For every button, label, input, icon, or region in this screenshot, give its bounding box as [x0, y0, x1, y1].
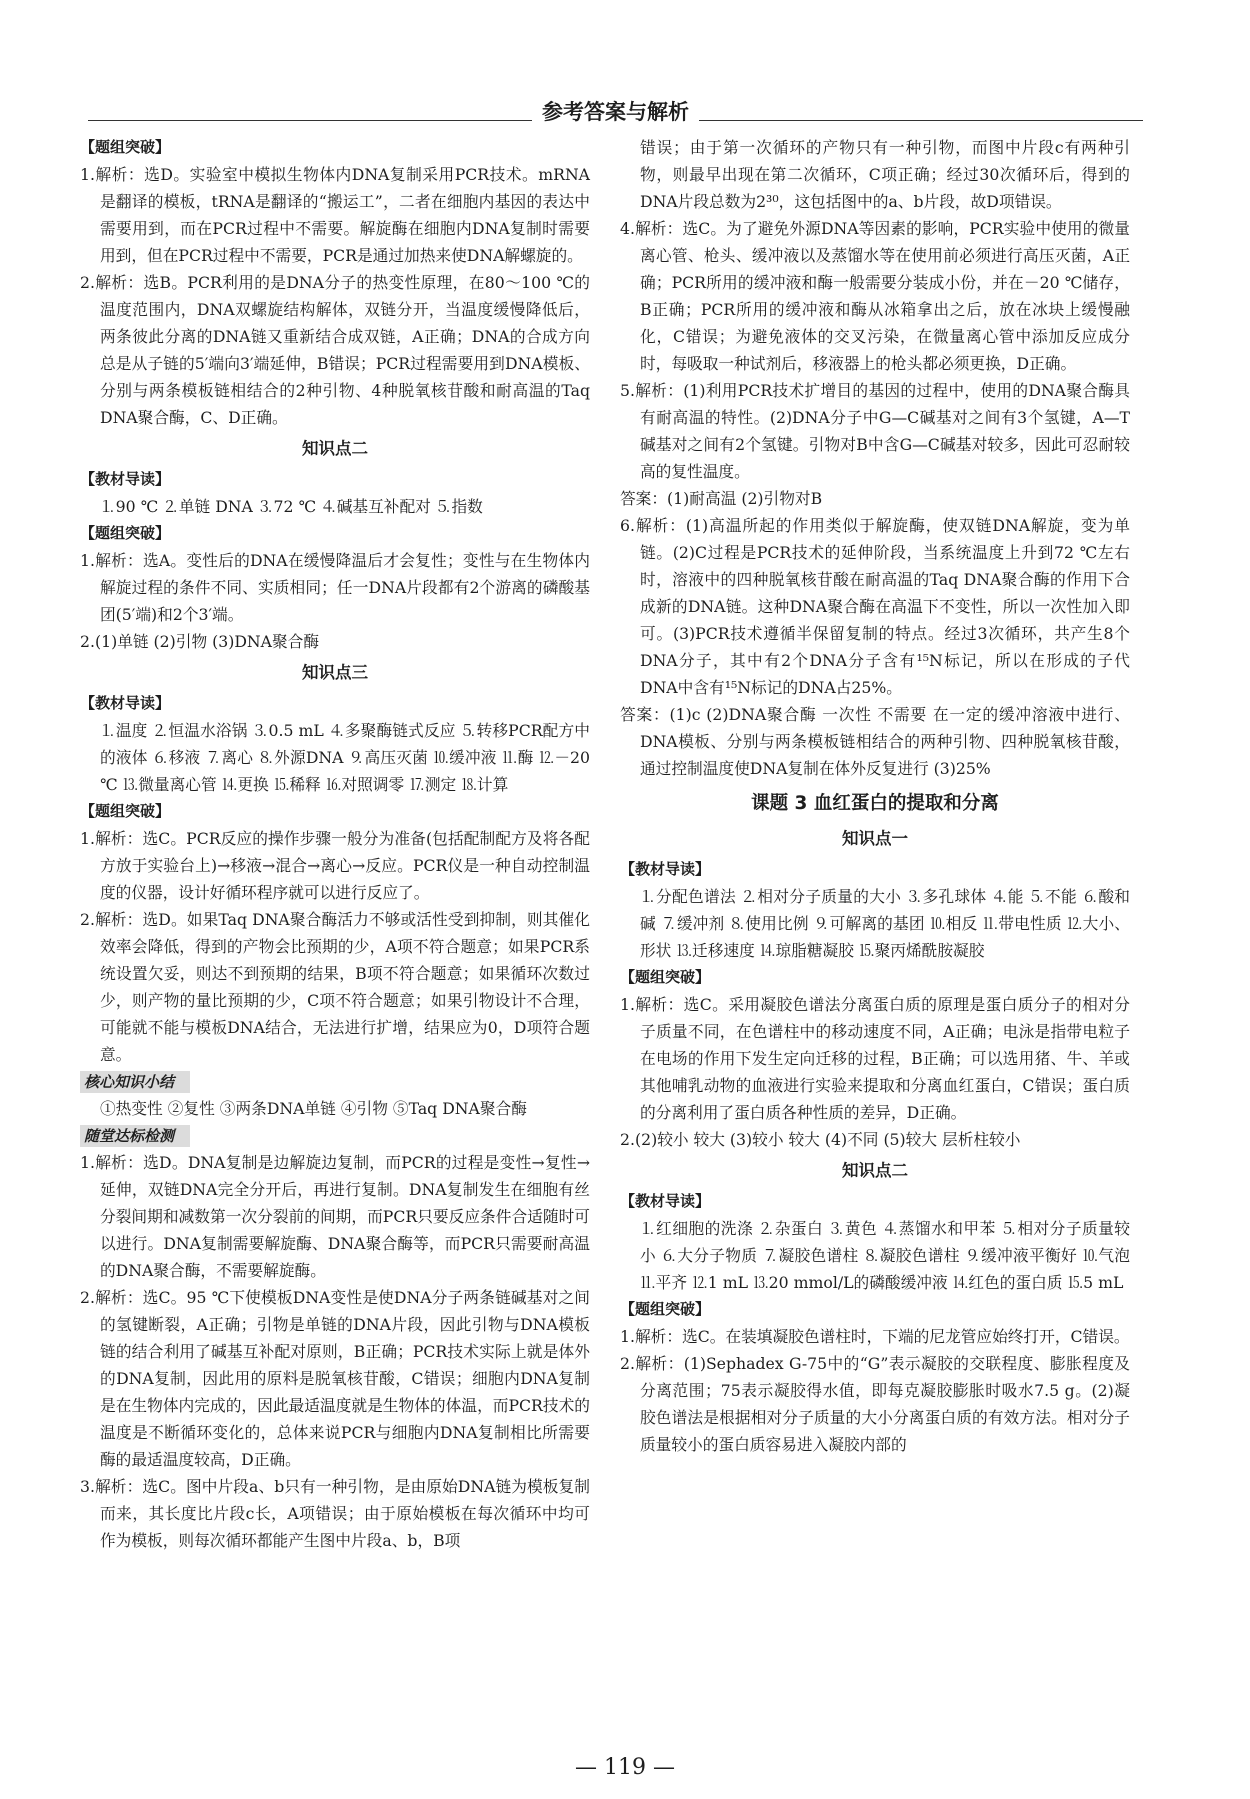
answer-item: 2.(1)单链 (2)引物 (3)DNA聚合酶 [80, 632, 320, 651]
section-band-row [80, 1122, 590, 1149]
section-label: 【题组突破】 [620, 968, 711, 986]
answer-item: 4.解析：选C。为了避免外源DNA等因素的影响，PCR实验中使用的微量离心管、枪头、缓冲液以及蒸馏水等在使用前必须进行高压灭菌，A正确；PCR所用的缓冲液和酶一般需要分装成小份，并在－20 ℃储存，B正确；PCR所用的缓冲液和酶从冰箱拿出之后，放在冰块上缓慢融化，C错误；为避免液体的交叉污染，在微量离心管中添加反应成分时，每吸取一种试剂后，移液器上的枪头都必须更换，D正确。 [620, 219, 1130, 373]
fill-in-answers: ⒈温度 ⒉恒温水浴锅 ⒊0.5 mL ⒋多聚酶链式反应 ⒌转移PCR配方中的液体 ⒍移液 ⒎离心 ⒏外源DNA ⒐高压灭菌 ⒑缓冲液 ⒒酶 ⒓－20 ℃ ⒔微量离心管 ⒕更换 ⒖稀释 ⒗对照调零 ⒘测定 ⒙计算 [100, 721, 590, 794]
fill-in-answers: ⒈红细胞的洗涤 ⒉杂蛋白 ⒊黄色 ⒋蒸馏水和甲苯 ⒌相对分子质量较小 ⒍大分子物质 ⒎凝胶色谱柱 ⒏凝胶色谱柱 ⒐缓冲液平衡好 ⒑气泡 ⒒平齐 ⒓1 mL ⒔20 mmol/L的磷酸缓冲液 ⒕红色的蛋白质 ⒖5 mL [640, 1219, 1130, 1292]
fill-in-answers: ⒈90 ℃ ⒉单链 DNA ⒊72 ℃ ⒋碱基互补配对 ⒌指数 [100, 497, 483, 516]
section-band: 随堂达标检测 [80, 1125, 190, 1147]
section-label: 【教材导读】 [620, 860, 711, 878]
section-band: 核心知识小结 [80, 1071, 190, 1093]
answer-item: 1.解析：选C。在装填凝胶色谱柱时，下端的尼龙管应始终打开，C错误。 [620, 1327, 1130, 1346]
answer-item: 6.解析：(1)高温所起的作用类似于解旋酶，使双链DNA解旋，变为单链。(2)C过程是PCR技术的延伸阶段，当系统温度上升到72 ℃左右时，溶液中的四种脱氧核苷酸在耐高温的Taq DNA聚合酶的作用下合成新的DNA链。这种DNA聚合酶在高温下不变性，所以一次性加入即可。(3)PCR技术遵循半保留复制的特点。经过3次循环，共产生8个DNA分子，其中有2个DNA分子含有¹⁵N标记，所以在形成的子代DNA中含有¹⁵N标记的DNA占25%。 [620, 516, 1130, 697]
section-label: 【教材导读】 [80, 694, 171, 712]
answer-item: 3.解析：选C。图中片段a、b只有一种引物，是由原始DNA链为模板复制而来，其长度比片段c长，A项错误；由于原始模板在每次循环中均可作为模板，则每次循环都能产生图中片段a、b，B项 [80, 1477, 590, 1550]
left-column [80, 134, 590, 1554]
page-header [88, 96, 1143, 126]
answer-item: 1.解析：选D。DNA复制是边解旋边复制，而PCR的过程是变性→复性→延伸，双链DNA完全分开后，再进行复制。DNA复制发生在细胞有丝分裂间期和减数第一次分裂前的间期，而PCR只要反应条件合适随时可以进行。DNA复制需要解旋酶、DNA聚合酶等，而PCR只需要耐高温的DNA聚合酶，不需要解旋酶。 [80, 1153, 590, 1280]
answer-item: 5.解析：(1)利用PCR技术扩增目的基因的过程中，使用的DNA聚合酶具有耐高温的特性。(2)DNA分子中G—C碱基对之间有3个氢键，A—T碱基对之间有2个氢键。引物对B中含G—C碱基对较多，因此可忍耐较高的复性温度。 [620, 381, 1130, 481]
answer-item: 1.解析：选A。变性后的DNA在缓慢降温后才会复性；变性与在生物体内解旋过程的条件不同、实质相同；任一DNA片段都有2个游离的磷酸基团(5′端)和2个3′端。 [80, 551, 590, 624]
knowledge-point-heading: 知识点三 [302, 663, 368, 682]
right-column [620, 134, 1130, 1458]
section-label: 【题组突破】 [80, 802, 171, 820]
answer-item: 2.解析：选C。95 ℃下使模板DNA变性是使DNA分子两条链碱基对之间的氢键断裂，A正确；引物是单链的DNA片段，因此引物与DNA模板链的结合利用了碱基互补配对原则，B正确；PCR技术实际上就是体外的DNA复制，因此用的原料是脱氧核苷酸，C错误；细胞内DNA复制是在生物体内完成的，因此最适温度就是生物体的体温，而PCR技术的温度是不断循环变化的，总体来说PCR与细胞内DNA复制相比所需要酶的最适温度较高，D正确。 [80, 1288, 590, 1469]
answer-item: 2.(2)较小 较大 (3)较小 较大 (4)不同 (5)较大 层析柱较小 [620, 1130, 1021, 1149]
section-label: 【题组突破】 [620, 1300, 711, 1318]
section-band-row [80, 1068, 590, 1095]
section-label: 【教材导读】 [80, 470, 171, 488]
knowledge-point-heading: 知识点二 [302, 439, 368, 458]
knowledge-point-heading: 知识点一 [842, 829, 908, 848]
answer-item: 1.解析：选C。采用凝胶色谱法分离蛋白质的原理是蛋白质分子的相对分子质量不同，在色谱柱中的移动速度不同，A正确；电泳是指带电粒子在电场的作用下发生定向迁移的过程，B正确；可以选用猪、牛、羊或其他哺乳动物的血液进行实验来提取和分离血红蛋白，C错误；蛋白质的分离利用了蛋白质各种性质的差异，D正确。 [620, 995, 1130, 1122]
answer-item: 1.解析：选C。PCR反应的操作步骤一般分为准备(包括配制配方及将各配方放于实验台上)→移液→混合→离心→反应。PCR仪是一种自动控制温度的仪器，设计好循环程序就可以进行反应了。 [80, 829, 590, 902]
section-label: 【题组突破】 [80, 138, 171, 156]
fill-in-answers: ⒈分配色谱法 ⒉相对分子质量的大小 ⒊多孔球体 ⒋能 ⒌不能 ⒍酸和碱 ⒎缓冲剂 ⒏使用比例 ⒐可解离的基团 ⒑相反 ⒒带电性质 ⒓大小、形状 ⒔迁移速度 ⒕琼脂糖凝胶 ⒖聚丙烯酰胺凝胶 [640, 887, 1130, 960]
lesson-title: 课题 3 血红蛋白的提取和分离 [751, 793, 999, 814]
section-label: 【题组突破】 [80, 524, 171, 542]
knowledge-point-heading: 知识点二 [842, 1161, 908, 1180]
answer-item: 2.解析：(1)Sephadex G-75中的“G”表示凝胶的交联程度、膨胀程度及分离范围；75表示凝胶得水值，即每克凝胶膨胀时吸水7.5 g。(2)凝胶色谱法是根据相对分子质量的大小分离蛋白质的有效方法。相对分子质量较小的蛋白质容易进入凝胶内部的 [620, 1354, 1130, 1454]
answer-item: 1.解析：选D。实验室中模拟生物体内DNA复制采用PCR技术。mRNA是翻译的模板，tRNA是翻译的“搬运工”，二者在细胞内基因的表达中需要用到，而在PCR过程中不需要。解旋酶在细胞内DNA复制时需要用到，但在PCR过程中不需要，PCR是通过加热来使DNA解螺旋的。 [80, 165, 590, 265]
answer-line: 答案：(1)耐高温 (2)引物对B [620, 489, 823, 508]
answer-item: 2.解析：选B。PCR利用的是DNA分子的热变性原理，在80～100 ℃的温度范围内，DNA双螺旋结构解体，双链分开，当温度缓慢降低后，两条彼此分离的DNA链又重新结合成双链，A正确；DNA的合成方向总是从子链的5′端向3′端延伸，B错误；PCR过程需要用到DNA模板、分别与两条模板链相结合的2种引物、4种脱氧核苷酸和耐高温的Taq DNA聚合酶，C、D正确。 [80, 273, 590, 427]
fill-in-answers: ①热变性 ②复性 ③两条DNA单链 ④引物 ⑤Taq DNA聚合酶 [100, 1099, 527, 1118]
continued-text: 错误；由于第一次循环的产物只有一种引物，而图中片段c有两种引物，则最早出现在第二次循环，C项正确；经过30次循环后，得到的DNA片段总数为2³⁰，这包括图中的a、b片段，故D项错误。 [640, 138, 1130, 211]
answer-line: 答案：(1)c (2)DNA聚合酶 一次性 不需要 在一定的缓冲溶液中进行、DNA模板、分别与两条模板链相结合的两种引物、四种脱氧核苷酸，通过控制温度使DNA复制在体外反复进行 (3)25% [620, 705, 1130, 778]
page-number: — 119 — [575, 1755, 675, 1780]
answer-item: 2.解析：选D。如果Taq DNA聚合酶活力不够或活性受到抑制，则其催化效率会降低，得到的产物会比预期的少，A项不符合题意；如果PCR系统设置欠妥，则达不到预期的结果，B项不符合题意；如果循环次数过少，则产物的量比预期的少，C项不符合题意；如果引物设计不合理，可能就不能与模板DNA结合，无法进行扩增，结果应为0，D项符合题意。 [80, 910, 590, 1064]
header-title: 参考答案与解析 [532, 100, 699, 124]
section-label: 【教材导读】 [620, 1192, 711, 1210]
